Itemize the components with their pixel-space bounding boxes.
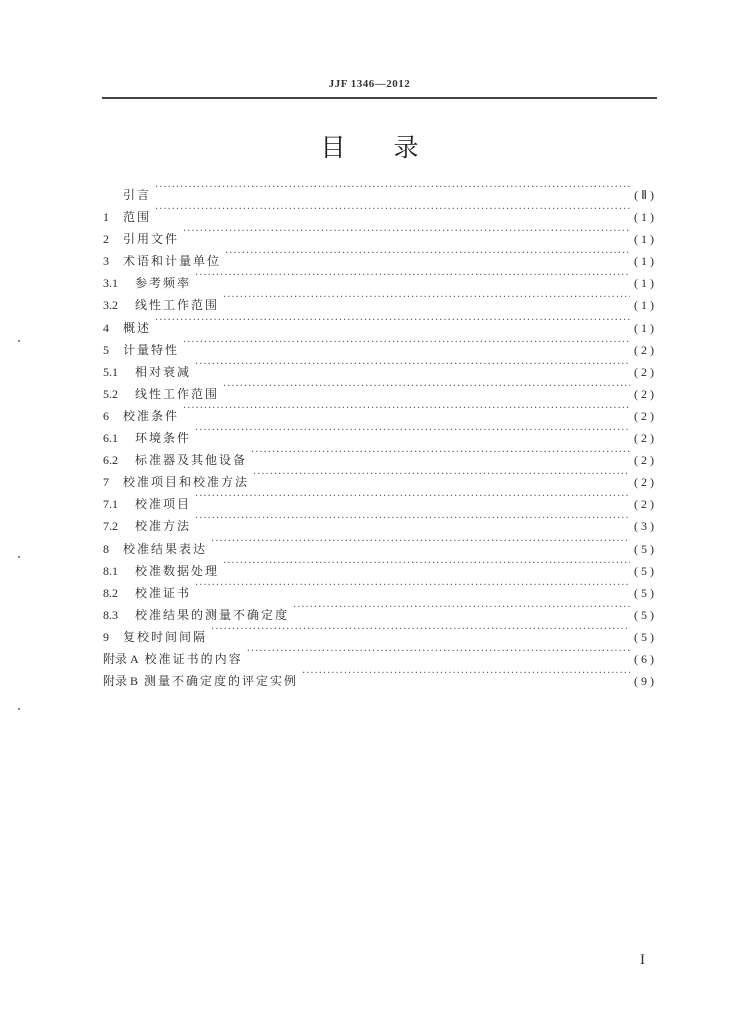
toc-entry-title: 复校时间间隔: [123, 629, 208, 644]
toc-entry-page: (5): [634, 585, 657, 600]
toc-entry-page: (2): [634, 386, 657, 401]
toc-entry-number: 8.3: [103, 607, 118, 622]
toc-dot-leader: [223, 287, 630, 309]
toc-dot-leader: [155, 199, 630, 221]
toc-entry-title: 校准条件: [123, 408, 180, 423]
toc-entry-number: 6: [103, 408, 109, 423]
toc-entry-page: (1): [634, 232, 657, 247]
toc-dot-leader: [183, 398, 630, 420]
toc-entry-number: 附录 B: [103, 674, 139, 689]
toc-entry-page: (5): [634, 563, 657, 578]
toc-entry[interactable]: [103, 243, 657, 269]
toc-entry-title: 校准项目和校准方法: [123, 475, 250, 490]
toc-entry-page: (1): [634, 254, 657, 269]
toc-entry-number: 8.1: [103, 563, 118, 578]
toc-entry-number: 5.2: [103, 386, 118, 401]
toc-entry-page: (2): [634, 497, 657, 512]
toc-entry-title: 校准证书的内容: [144, 651, 243, 666]
toc-dot-leader: [225, 243, 630, 265]
toc-entry-page: (6): [634, 651, 657, 666]
toc-entry-page: (2): [634, 431, 657, 446]
toc-entry-number: 5.1: [103, 364, 118, 379]
toc-entry-title: 线性工作范围: [135, 386, 220, 401]
toc-dot-leader: [211, 619, 630, 641]
toc-entry-title: 计量特性: [123, 342, 180, 357]
toc-entry-page: (2): [634, 475, 657, 490]
toc-entry[interactable]: [103, 310, 657, 335]
toc-entry-title: 校准证书: [135, 585, 192, 600]
toc-entry-number: 6.1: [103, 431, 118, 446]
document-code: JJF 1346—2012: [328, 78, 411, 90]
toc-entry-number: 7.1: [103, 497, 118, 512]
toc-entry-title: 标准器及其他设备: [135, 453, 248, 468]
toc-dot-leader: [247, 641, 630, 663]
toc-dot-leader: [302, 663, 630, 685]
toc-entry[interactable]: [103, 221, 657, 247]
toc-entry-page: (5): [634, 607, 657, 622]
toc-entry-title: 校准结果的测量不确定度: [135, 607, 290, 622]
toc-entry-number: 7: [103, 475, 109, 490]
toc-entry[interactable]: [103, 332, 657, 357]
toc-entry[interactable]: [103, 398, 657, 423]
toc-entry-number: 1: [103, 210, 109, 225]
toc-dot-leader: [251, 442, 630, 464]
toc-entry-page: (1): [634, 210, 657, 225]
toc-entry-number: 8.2: [103, 585, 118, 600]
toc-entry-number: 7.2: [103, 519, 118, 534]
toc-dot-leader: [195, 575, 630, 597]
toc-entry-title: 校准结果表达: [123, 541, 208, 556]
toc-entry-number: 3: [103, 254, 109, 269]
toc-dot-leader: [293, 597, 630, 619]
toc-entry-number: 2: [103, 232, 109, 247]
toc-dot-leader: [195, 420, 630, 442]
toc-entry[interactable]: [103, 420, 657, 446]
margin-mark: [18, 340, 20, 342]
toc-entry-page: (9): [634, 674, 657, 689]
toc-dot-leader: [155, 310, 630, 332]
toc-entry-title: 引用文件: [123, 232, 180, 247]
toc-entry-number: 3.1: [103, 276, 118, 291]
toc-entry-number: 9: [103, 629, 109, 644]
toc-dot-leader: [195, 508, 630, 530]
toc-entry-page: (3): [634, 519, 657, 534]
page-number: I: [640, 952, 645, 968]
toc-entry-title: 线性工作范围: [135, 298, 220, 313]
toc-entry-number: 附录 A: [103, 651, 139, 666]
toc-entry-number: 5: [103, 342, 109, 357]
toc-entry-page: (5): [634, 541, 657, 556]
toc-entry-number: 3.2: [103, 298, 118, 313]
toc-dot-leader: [223, 376, 630, 398]
toc-entry-title: 校准数据处理: [135, 563, 220, 578]
toc-entry-page: (1): [634, 276, 657, 291]
toc-entry-page: (2): [634, 453, 657, 468]
toc-entry-page: (5): [634, 629, 657, 644]
toc-dot-leader: [155, 177, 630, 199]
page-title: 目录: [320, 133, 467, 162]
toc-entry-title: 术语和计量单位: [123, 254, 222, 269]
toc-entry-title: 相对衰减: [135, 364, 192, 379]
toc-entry-page: (1): [634, 298, 657, 313]
toc-dot-leader: [183, 221, 630, 243]
toc-entry-page: (2): [634, 408, 657, 423]
toc-entry-title: 引言: [123, 188, 152, 202]
toc-entry[interactable]: [103, 354, 657, 379]
margin-mark: [18, 556, 20, 558]
toc-entry-number: 8: [103, 541, 109, 556]
toc-entry-number: 4: [103, 320, 109, 335]
toc-dot-leader: [183, 332, 630, 354]
toc-dot-leader: [211, 531, 630, 553]
toc-dot-leader: [223, 553, 630, 575]
toc-entry-title: 范围: [123, 210, 152, 225]
table-of-contents: [103, 177, 657, 689]
toc-entry-page: (Ⅱ): [634, 188, 657, 202]
toc-entry-page: (2): [634, 364, 657, 379]
toc-dot-leader: [195, 354, 630, 376]
toc-entry-title: 环境条件: [135, 431, 192, 446]
toc-dot-leader: [195, 486, 630, 508]
toc-entry-number: 6.2: [103, 453, 118, 468]
toc-entry[interactable]: [103, 199, 657, 225]
margin-mark: [18, 708, 20, 710]
toc-entry-title: 参考频率: [135, 276, 192, 291]
toc-entry-page: (1): [634, 320, 657, 335]
toc-dot-leader: [253, 464, 630, 486]
toc-entry-title: 测量不确定度的评定实例: [144, 674, 299, 689]
header-rule: [102, 97, 657, 99]
toc-entry-title: 校准方法: [135, 519, 192, 534]
toc-entry-page: (2): [634, 342, 657, 357]
toc-entry-title: 校准项目: [135, 497, 192, 512]
toc-entry[interactable]: [103, 177, 657, 202]
toc-dot-leader: [195, 265, 630, 287]
toc-entry-title: 概述: [123, 320, 152, 335]
